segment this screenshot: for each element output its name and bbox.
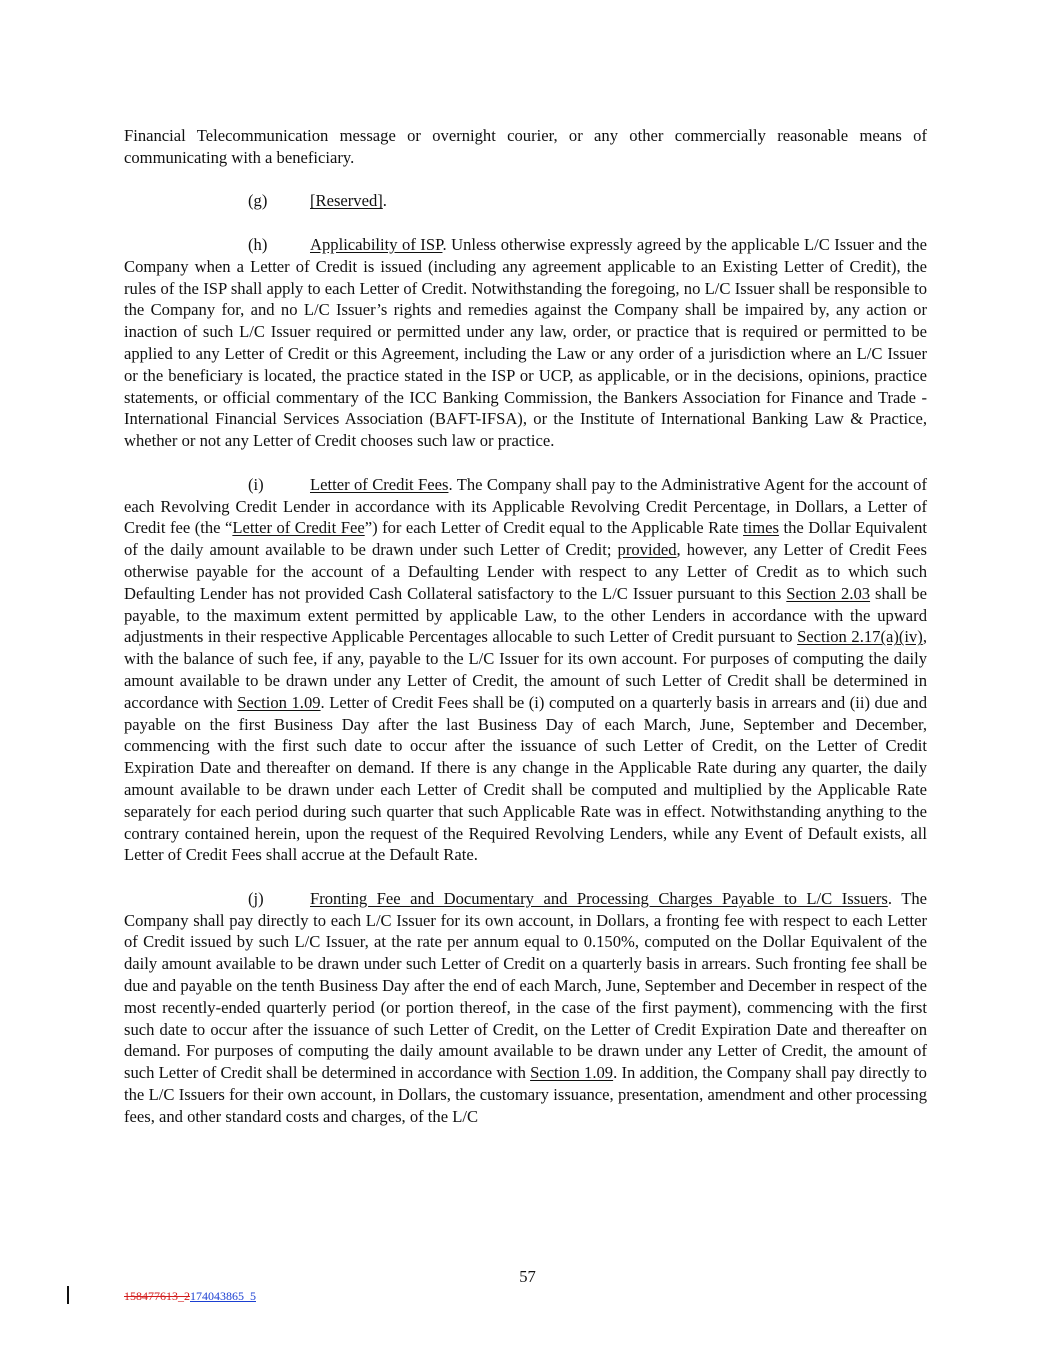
change-bar bbox=[67, 1286, 69, 1304]
section-reference: Section 1.09 bbox=[530, 1063, 614, 1083]
section-h-title: Applicability of ISP bbox=[310, 234, 443, 254]
section-h bbox=[124, 234, 927, 452]
document-id bbox=[124, 1289, 256, 1304]
section-g: (g) [Reserved]. bbox=[248, 191, 387, 211]
defined-term: Letter of Credit Fee bbox=[232, 518, 365, 538]
section-j-label: (j) bbox=[248, 888, 264, 908]
page-number: 57 bbox=[519, 1267, 536, 1286]
section-h-label: (h) bbox=[248, 234, 268, 254]
emphasis-times: times bbox=[743, 518, 779, 538]
section-reference: Section 1.09 bbox=[237, 692, 321, 712]
section-reference: Section 2.03 bbox=[786, 583, 871, 603]
document-body bbox=[124, 125, 927, 1128]
emphasis-provided: provided bbox=[617, 540, 677, 560]
document-id-inserted: 174043865_5 bbox=[190, 1289, 256, 1303]
section-h-body: . Unless otherwise expressly agreed by the applicable L/C Issuer and the Company when a Letter of Credit is issued (including any agreement applicable to an Existing Letter of Credit), the rules of the ISP shall apply to each Letter of Credit. Notwithstanding the foregoing, no L/C Issuer shall be responsible to the Company for, and no L/C Issuer’s rights and remedies against the Company shall be impaired by, any action or inaction of such L/C Issuer required or permitted under any law, order, or practice that is required or permitted to be applied to any Letter of Credit or this Agreement, including the Law or any order of a jurisdiction where an L/C Issuer or the beneficiary is located, the practice stated in the ISP or UCP, as applicable, or in the decisions, opinions, practice statements, or official commentary of the ICC Banking Commission, the Bankers Association for Finance and Trade - International Financial Services Association (BAFT-IFSA), or the Institute of International Banking Law & Practice, whether or not any Letter of Credit chooses such law or practice. bbox=[124, 234, 928, 451]
section-i-label: (i) bbox=[248, 474, 264, 494]
document-id-deleted: 158477613_2 bbox=[124, 1289, 190, 1303]
section-i: (i) Letter of Credit Fees. The Company shall pay to the Administrative Agent for the account of each Revolving Credit Lender in accordance with its Applicable Revolving Credit Percentage, in Dollars, a Letter of Credit fee (the “Letter of Credit Fee”) for each Letter of Credit equal to the Applicable Rate times the Dollar Equivalent of the daily amount available to be drawn under such Letter of Credit; provided, however, any Letter of Credit Fees otherwise payable for the account of a Defaulting Lender with respect to any Letter of Credit as to which such Defaulting Lender has not provided Cash Collateral satisfactory to the L/C Issuer pursuant to this Section 2.03 shall be payable, to the maximum extent permitted by applicable Law, to the other Lenders in accordance with the upward adjustments in their respective Applicable Percentages allocable to such Letter of Credit pursuant to Section 2.17(a)(iv), with the balance of such fee, if any, payable to the L/C Issuer for its own account. For purposes of computing the daily amount available to be drawn under any Letter of Credit, the amount of such Letter of Credit shall be determined in accordance with Section 1.09. Letter of Credit Fees shall be (i) computed on a quarterly basis in arrears and (ii) due and payable on the first Business Day after the last Business Day of each March, June, September and December, commencing with the first such date to occur after the issuance of such Letter of Credit, on the Letter of Credit Expiration Date and thereafter on demand. If there is any change in the Applicable Rate during any quarter, the daily amount available to be drawn under each Letter of Credit shall be computed and multiplied by the Applicable Rate separately for each period during such quarter that such Applicable Rate was in effect. Notwithstanding anything to the contrary contained herein, upon the request of the Required Revolving Lenders, while any Event of Default exists, all Letter of Credit Fees shall accrue at the Default Rate. bbox=[124, 474, 927, 865]
section-j-title: Fronting Fee and Documentary and Processing Charges Payable to L/C Issuers bbox=[310, 888, 888, 908]
section-j: (j) Fronting Fee and Documentary and Processing Charges Payable to L/C Issuers. The Company shall pay directly to each L/C Issuer for its own account, in Dollars, a fronting fee with respect to each Letter of Credit issued by such L/C Issuer, at the rate per annum equal to 0.150%, computed on the Dollar Equivalent of the daily amount available to be drawn under such Letter of Credit on a quarterly basis in arrears. Such fronting fee shall be due and payable on the tenth Business Day after the end of each March, June, September and December in respect of the most recently-ended quarterly period (or portion thereof, in the case of the first payment), commencing with the first such date to occur after the issuance of such Letter of Credit, on the Letter of Credit Expiration Date and thereafter on demand. For purposes of computing the daily amount available to be drawn under any Letter of Credit, the amount of such Letter of Credit shall be determined in accordance with Section 1.09. In addition, the Company shall pay directly to the L/C Issuers for their own account, in Dollars, the customary issuance, presentation, amendment and other processing fees, and other standard costs and charges, of the L/C bbox=[124, 888, 927, 1126]
section-g-label: (g) bbox=[248, 191, 268, 211]
section-g-title: [Reserved] bbox=[310, 191, 383, 211]
section-reference: Section 2.17(a)(iv) bbox=[797, 627, 923, 647]
continuation-paragraph: Financial Telecommunication message or overnight courier, or any other commercially reasonable means of communicating with a beneficiary. bbox=[124, 126, 927, 167]
section-i-title: Letter of Credit Fees bbox=[310, 474, 449, 494]
